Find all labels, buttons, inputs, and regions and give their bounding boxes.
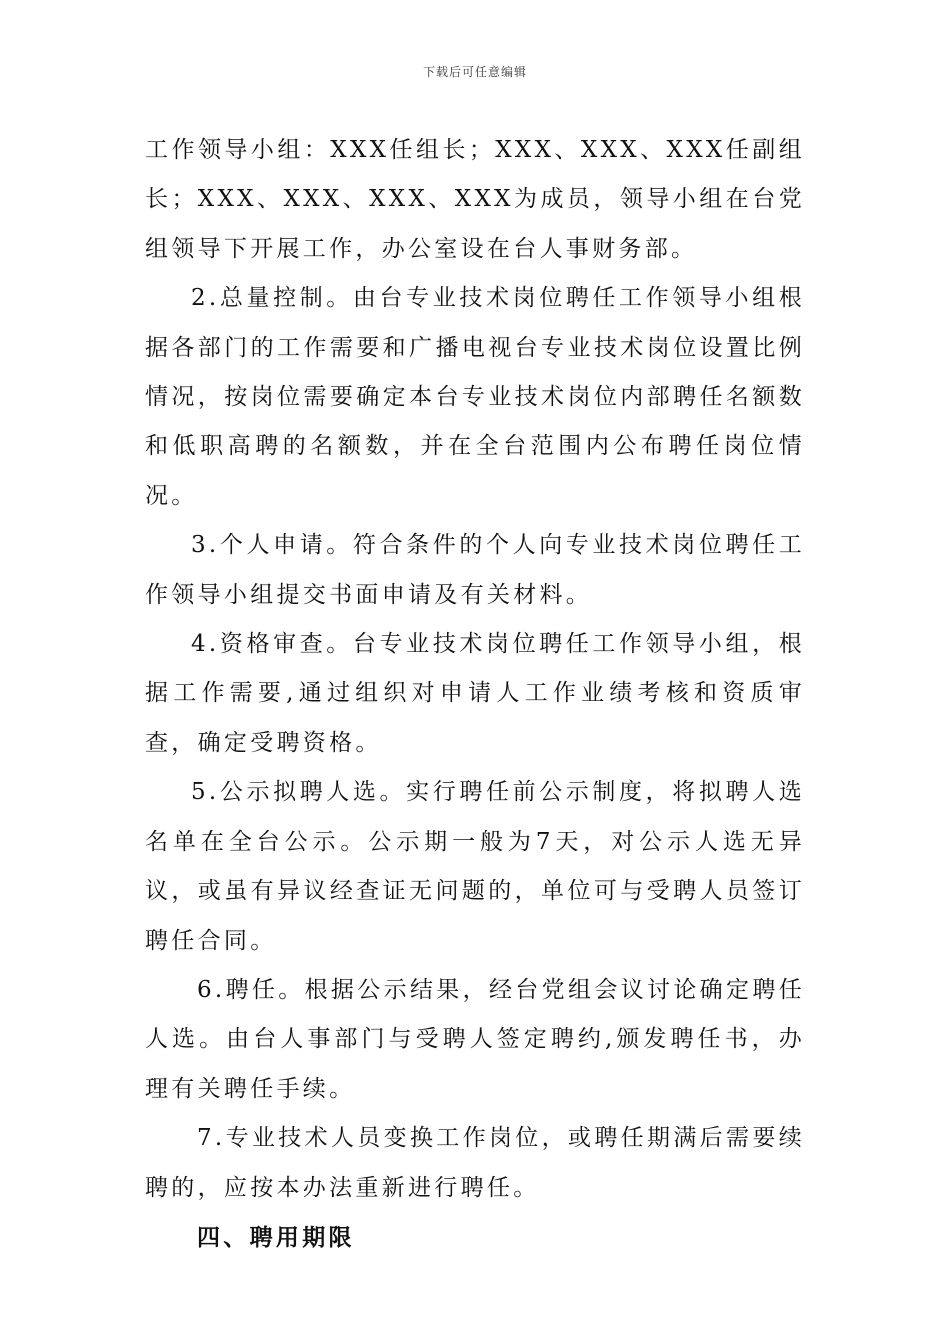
paragraph-reappointment: 7.专业技术人员变换工作岗位，或聘任期满后需要续聘的，应按本办法重新进行聘任。 — [145, 1125, 805, 1201]
page-header-note: 下载后可任意编辑 — [422, 65, 527, 79]
paragraph-quota-control: 2.总量控制。由台专业技术岗位聘任工作领导小组根据各部门的工作需要和广播电视台专业技术岗位设置比例情况，按岗位需要确定本台专业技术岗位内部聘任名额数和低职高聘的名额数，并在全台范围内公布聘任岗位情况。 — [145, 285, 805, 509]
paragraph-leadership-group: 工作领导小组：XXX任组长；XXX、XXX、XXX任副组长；XXX、XXX、XXX、XXX为成员，领导小组在台党组领导下开展工作，办公室设在台人事财务部。 — [145, 137, 805, 262]
paragraph-public-notice: 5.公示拟聘人选。实行聘任前公示制度，将拟聘人选名单在全台公示。公示期一般为7天，对公示人选无异议，或虽有异议经查证无问题的，单位可与受聘人员签订聘任合同。 — [145, 779, 805, 954]
paragraph-qualification-review: 4.资格审查。台专业技术岗位聘任工作领导小组，根据工作需要,通过组织对申请人工作业绩考核和资质审查，确定受聘资格。 — [145, 631, 805, 756]
section-heading: 四、聘用期限 — [197, 1223, 355, 1251]
paragraph-appointment: 6.聘任。根据公示结果，经台党组会议讨论确定聘任人选。由台人事部门与受聘人签定聘约,颁发聘任书，办理有关聘任手续。 — [145, 976, 805, 1102]
document-body — [145, 126, 805, 1262]
paragraph-personal-application: 3.个人申请。符合条件的个人向专业技术岗位聘任工作领导小组提交书面申请及有关材料。 — [145, 532, 805, 608]
